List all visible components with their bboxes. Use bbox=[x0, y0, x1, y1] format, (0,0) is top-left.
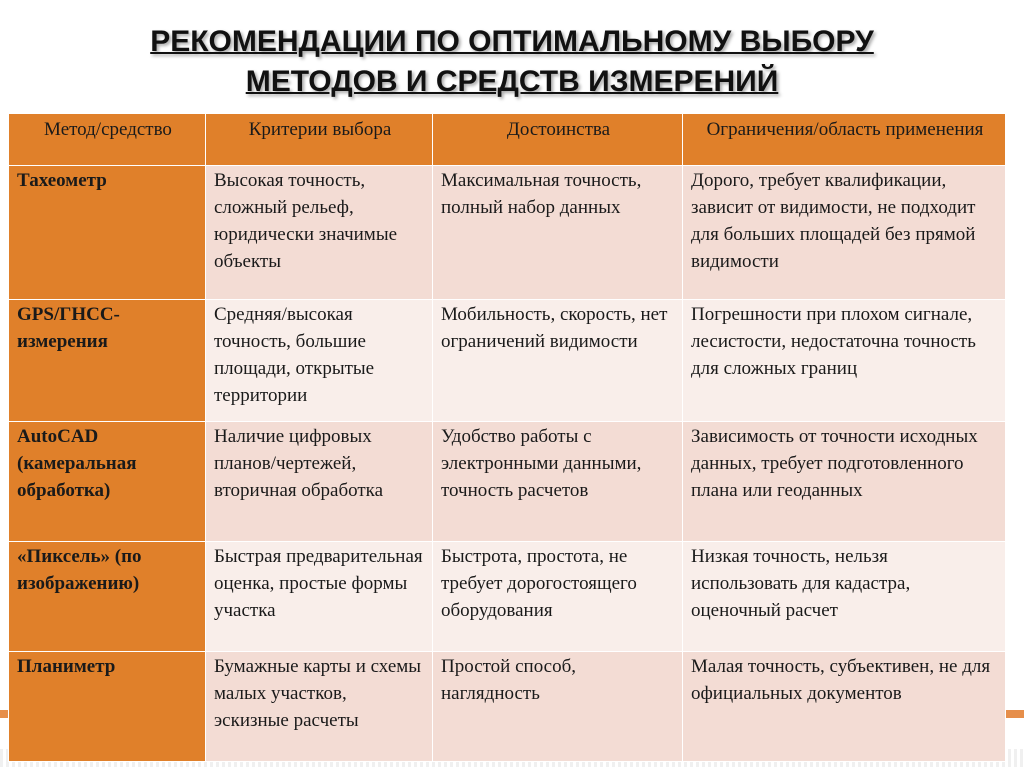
header-criteria: Критерии выбора bbox=[206, 114, 433, 166]
methods-table bbox=[8, 113, 1006, 762]
advantages-cell: Максимальная точность, полный набор данных bbox=[433, 166, 683, 300]
advantages-cell: Быстрота, простота, не требует дорогостоящего оборудования bbox=[433, 542, 683, 652]
limitations-cell: Дорого, требует квалификации, зависит от видимости, не подходит для больших площадей без прямой видимости bbox=[683, 166, 1006, 300]
criteria-cell: Средняя/высокая точность, большие площади, открытые территории bbox=[206, 300, 433, 422]
criteria-cell: Быстрая предварительная оценка, простые формы участка bbox=[206, 542, 433, 652]
table-row bbox=[9, 166, 1006, 300]
limitations-cell: Зависимость от точности исходных данных, требует подготовленного плана или геоданных bbox=[683, 422, 1006, 542]
header-method: Метод/средство bbox=[9, 114, 206, 166]
criteria-cell: Бумажные карты и схемы малых участков, эскизные расчеты bbox=[206, 652, 433, 762]
table-row bbox=[9, 300, 1006, 422]
criteria-cell: Наличие цифровых планов/чертежей, вторичная обработка bbox=[206, 422, 433, 542]
criteria-cell: Высокая точность, сложный рельеф, юридически значимые объекты bbox=[206, 166, 433, 300]
method-cell: Планиметр bbox=[9, 652, 206, 762]
advantages-cell: Простой способ, наглядность bbox=[433, 652, 683, 762]
table-row bbox=[9, 542, 1006, 652]
table-row bbox=[9, 422, 1006, 542]
table-row bbox=[9, 652, 1006, 762]
header-limitations: Ограничения/область применения bbox=[683, 114, 1006, 166]
slide-title bbox=[0, 22, 1024, 102]
advantages-cell: Мобильность, скорость, нет ограничений видимости bbox=[433, 300, 683, 422]
title-line-2: МЕТОДОВ И СРЕДСТВ ИЗМЕРЕНИЙ bbox=[245, 65, 779, 98]
limitations-cell: Погрешности при плохом сигнале, лесистости, недостаточна точность для сложных границ bbox=[683, 300, 1006, 422]
table-header-row bbox=[9, 114, 1006, 166]
limitations-cell: Малая точность, субъективен, не для официальных документов bbox=[683, 652, 1006, 762]
method-cell: Тахеометр bbox=[9, 166, 206, 300]
limitations-cell: Низкая точность, нельзя использовать для кадастра, оценочный расчет bbox=[683, 542, 1006, 652]
method-cell: «Пиксель» (по изображению) bbox=[9, 542, 206, 652]
method-cell: GPS/ГНСС-измерения bbox=[9, 300, 206, 422]
advantages-cell: Удобство работы с электронными данными, точность расчетов bbox=[433, 422, 683, 542]
header-advantages: Достоинства bbox=[433, 114, 683, 166]
method-cell: AutoCAD (камеральная обработка) bbox=[9, 422, 206, 542]
title-line-1: РЕКОМЕНДАЦИИ ПО ОПТИМАЛЬНОМУ ВЫБОРУ bbox=[150, 25, 874, 58]
